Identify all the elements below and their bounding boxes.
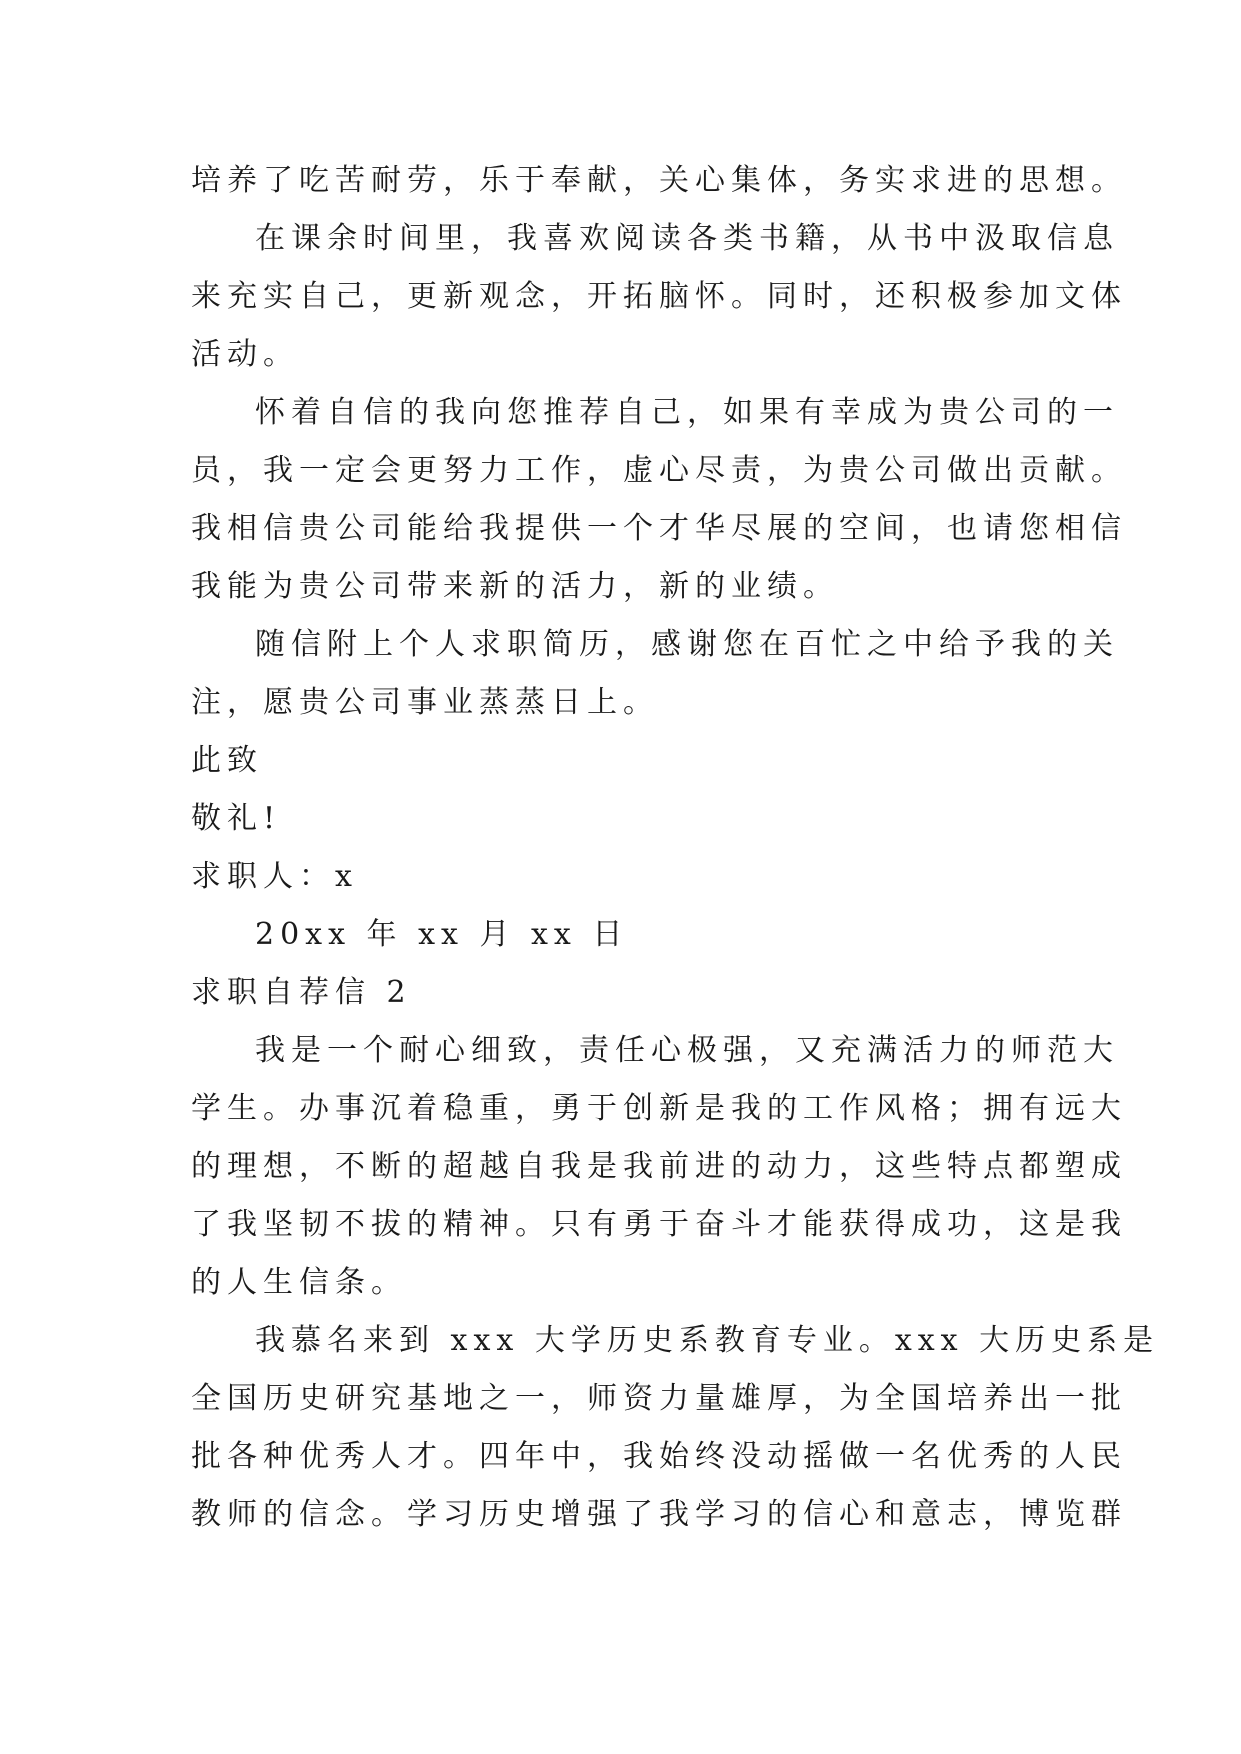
text-line: 的人生信条。 bbox=[191, 1265, 407, 1300]
paragraph-self-recommendation bbox=[191, 384, 1127, 616]
text-line: 员，我一定会更努力工作，虚心尽责，为贵公司做出贡献。 bbox=[191, 453, 1127, 488]
text-line: 教师的信念。学习历史增强了我学习的信心和意志，博览群 bbox=[191, 1497, 1127, 1532]
closing-regards: 敬礼! bbox=[191, 801, 282, 836]
text-line: 全国历史研究基地之一，师资力量雄厚，为全国培养出一批 bbox=[191, 1381, 1127, 1416]
text-line: 怀着自信的我向您推荐自己，如果有幸成为贵公司的一 bbox=[255, 395, 1119, 430]
text-line: 注，愿贵公司事业蒸蒸日上。 bbox=[191, 685, 659, 720]
text-line: 我能为贵公司带来新的活力，新的业绩。 bbox=[191, 569, 839, 604]
text-line: 我相信贵公司能给我提供一个才华尽展的空间，也请您相信 bbox=[191, 511, 1127, 546]
text-line: 我是一个耐心细致，责任心极强，又充满活力的师范大 bbox=[255, 1033, 1119, 1068]
paragraph-resume-attached bbox=[191, 616, 1119, 732]
text-line: 随信附上个人求职简历，感谢您在百忙之中给予我的关 bbox=[255, 627, 1119, 662]
document-body bbox=[191, 152, 1160, 1544]
text-line: 批各种优秀人才。四年中，我始终没动摇做一名优秀的人民 bbox=[191, 1439, 1127, 1474]
closing-salutation: 此致 bbox=[191, 743, 263, 778]
text-line: 来充实自己，更新观念，开拓脑怀。同时，还积极参加文体 bbox=[191, 279, 1127, 314]
paragraph-education bbox=[191, 1312, 1160, 1544]
paragraph-self-introduction bbox=[191, 1022, 1127, 1312]
text-line: 学生。办事沉着稳重，勇于创新是我的工作风格；拥有远大 bbox=[191, 1091, 1127, 1126]
text-line: 在课余时间里，我喜欢阅读各类书籍，从书中汲取信息 bbox=[255, 221, 1119, 256]
text-line: 了我坚韧不拔的精神。只有勇于奋斗才能获得成功，这是我 bbox=[191, 1207, 1127, 1242]
signature: 求职人：x bbox=[191, 859, 358, 894]
letter-date: 20xx 年 xx 月 xx 日 bbox=[255, 917, 629, 952]
text-line: 培养了吃苦耐劳，乐于奉献，关心集体，务实求进的思想。 bbox=[191, 163, 1127, 198]
section-title: 求职自荐信 2 bbox=[191, 975, 412, 1010]
text-line: 活动。 bbox=[191, 337, 299, 372]
text-line: 我慕名来到 xxx 大学历史系教育专业。xxx 大历史系是 bbox=[255, 1323, 1160, 1358]
text-line: 的理想，不断的超越自我是我前进的动力，这些特点都塑成 bbox=[191, 1149, 1127, 1184]
paragraph-reading-activities bbox=[191, 210, 1127, 384]
